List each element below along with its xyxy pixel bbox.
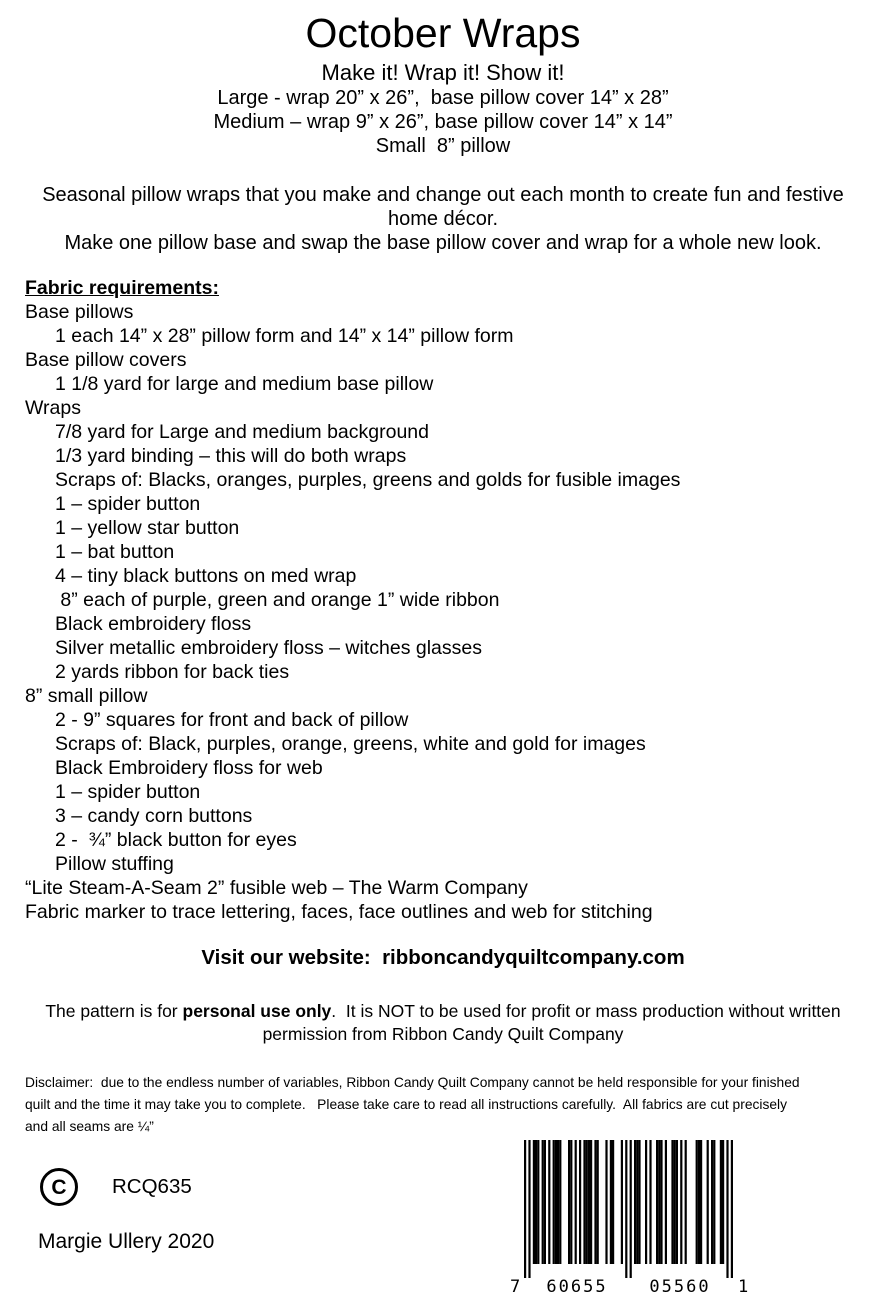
requirement-line: Black embroidery floss (55, 613, 252, 635)
requirement-line: 2 - 9” squares for front and back of pillow (55, 709, 409, 731)
fabric-requirements-heading: Fabric requirements: (25, 277, 219, 299)
footer (0, 1138, 886, 1300)
size-line: Small 8” pillow (375, 135, 511, 157)
pattern-number: RCQ635 (112, 1175, 192, 1198)
usage-prefix: The pattern is for (45, 1001, 183, 1021)
intro-line-1: Seasonal pillow wraps that you make and change out each month to create fun and festive home décor. (42, 184, 850, 230)
requirement-line: Black Embroidery floss for web (55, 757, 323, 779)
copyright-icon: C (40, 1168, 78, 1206)
requirement-line: 1 1/8 yard for large and medium base pillow (55, 373, 434, 395)
fabric-requirements-list (25, 300, 886, 924)
requirement-line: 1/3 yard binding – this will do both wraps (55, 445, 407, 467)
barcode-group-2: 05560 (649, 1277, 711, 1297)
usage-suffix: . It is NOT to be used for profit or mass production without written permission from Ribbon Candy Quilt Company (262, 1001, 846, 1044)
intro-paragraphs (15, 183, 871, 255)
size-line: Large - wrap 20” x 26”, base pillow cover 14” x 28” (217, 87, 669, 109)
barcode-digit-left: 7 (510, 1277, 523, 1297)
barcode-group-1: 60655 (546, 1277, 608, 1297)
requirement-line: 1 – spider button (55, 781, 201, 803)
requirement-line: 1 – bat button (55, 541, 175, 563)
copyright-row (40, 1168, 192, 1206)
requirement-line: Wraps (25, 397, 81, 419)
upc-barcode-svg (508, 1140, 758, 1298)
tagline: Make it! Wrap it! Show it! (321, 60, 565, 85)
requirement-line: 4 – tiny black buttons on med wrap (55, 565, 357, 587)
size-lines (0, 86, 886, 158)
requirement-line: 7/8 yard for Large and medium background (55, 421, 429, 443)
usage-bold: personal use only (182, 1001, 332, 1021)
requirement-line: 8” each of purple, green and orange 1” wide ribbon (55, 589, 500, 611)
requirement-line: Pillow stuffing (55, 853, 174, 875)
requirement-line: 1 each 14” x 28” pillow form and 14” x 14” pillow form (55, 325, 514, 347)
usage-notice (20, 1000, 866, 1046)
upc-barcode (508, 1140, 758, 1303)
fabric-requirements-section (0, 276, 886, 924)
requirement-line: 8” small pillow (25, 685, 148, 707)
requirement-line: “Lite Steam-A-Seam 2” fusible web – The Warm Company (25, 877, 528, 899)
requirement-line: Scraps of: Blacks, oranges, purples, greens and golds for fusible images (55, 469, 681, 491)
requirement-line: 2 - ¾” black button for eyes (55, 829, 297, 851)
requirement-line: Base pillows (25, 301, 134, 323)
requirement-line: 3 – candy corn buttons (55, 805, 253, 827)
page-title: October Wraps (305, 10, 581, 56)
requirement-line: Base pillow covers (25, 349, 187, 371)
barcode-digit-right: 1 (738, 1277, 751, 1297)
header (0, 0, 886, 158)
requirement-line: 1 – yellow star button (55, 517, 240, 539)
size-line: Medium – wrap 9” x 26”, base pillow cover 14” x 14” (213, 111, 673, 133)
website-line: Visit our website: ribboncandyquiltcompany.com (201, 946, 685, 969)
requirement-line: Fabric marker to trace lettering, faces, face outlines and web for stitching (25, 901, 653, 923)
requirement-line: 1 – spider button (55, 493, 201, 515)
requirement-line: 2 yards ribbon for back ties (55, 661, 290, 683)
requirement-line: Silver metallic embroidery floss – witches glasses (55, 637, 482, 659)
disclaimer-text: Disclaimer: due to the endless number of variables, Ribbon Candy Quilt Company cannot be held responsible for your finished quilt and the time it may take you to complete. Please take care to read all instructions carefully. All fabrics are cut precisely and all seams are ¼” (25, 1075, 804, 1134)
intro-line-2: Make one pillow base and swap the base pillow cover and wrap for a whole new look. (64, 232, 822, 254)
requirement-line: Scraps of: Black, purples, orange, greens, white and gold for images (55, 733, 646, 755)
author-year: Margie Ullery 2020 (38, 1230, 215, 1253)
